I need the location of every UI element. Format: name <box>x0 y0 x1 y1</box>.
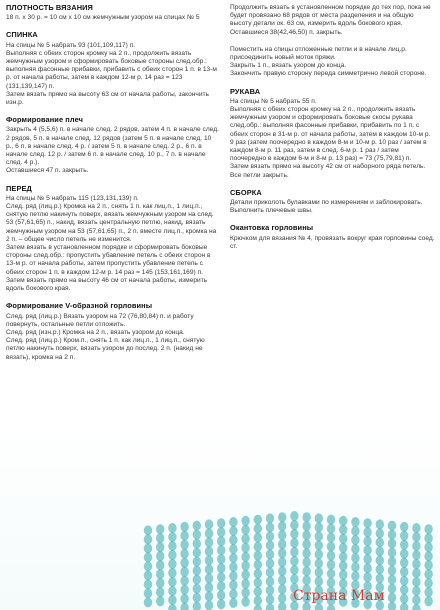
stitch <box>266 576 274 586</box>
stitch <box>217 518 225 528</box>
stitch <box>290 538 298 548</box>
stitch <box>400 594 408 604</box>
stitch <box>315 513 323 523</box>
section <box>230 46 435 79</box>
stitch <box>168 586 176 596</box>
stitch <box>180 549 188 559</box>
stitch <box>400 549 408 559</box>
stitch <box>412 559 420 569</box>
paragraph: Затем вязать прямо на высоту 63 см от начала работы, закончить изн.р. <box>6 90 209 107</box>
stitch <box>180 576 188 586</box>
paragraph: Затем вязать прямо на высоту 42 см от наборного ряда петель. <box>230 163 426 171</box>
left-column <box>6 4 219 371</box>
stitch <box>315 603 323 610</box>
stitch <box>229 553 237 563</box>
stitch <box>168 559 176 569</box>
stitch <box>193 530 201 540</box>
stitch <box>400 522 408 532</box>
section-heading: РУКАВА <box>230 86 261 96</box>
stitch <box>278 548 286 558</box>
stitch <box>156 533 164 543</box>
stitch <box>205 528 213 538</box>
stitch <box>205 519 213 529</box>
stitch <box>363 518 371 528</box>
stitch <box>144 534 152 544</box>
stitch <box>339 570 347 580</box>
stitch <box>412 577 420 587</box>
paragraph: Крючком для вязания № 4, провязать вокруг края горловины соед. ст. <box>230 234 435 250</box>
section <box>230 224 435 251</box>
stitch <box>254 605 262 610</box>
stitch <box>278 566 286 576</box>
paragraph: След. ряд (лиц.р.) Кромка на 2 п., снять 1 п. как лиц.п., 1 лиц.п., снятую петлю накинуть поверх, вязать жемчужным узором на след. 53 (57,61,65) п., накид, вязать центральную петлю, накид, вязать жемчужным узором на 53 (57,61,65) п., 2 п. вместе лиц.п., кромка на 2 п. – общее число петель не изменится. <box>6 203 217 243</box>
paragraph: 18 п. х 30 р. = 10 см х 10 см жемчужным узором на спицах № 5 <box>6 14 200 22</box>
stitch <box>376 528 384 538</box>
paragraph: Выполнить плечевые швы. <box>230 207 313 215</box>
stitch <box>241 552 249 562</box>
stitch <box>156 524 164 534</box>
stitch <box>412 604 420 610</box>
stitch <box>302 521 310 531</box>
stitch <box>156 542 164 552</box>
stitch <box>193 548 201 558</box>
stitch <box>156 596 164 606</box>
stitch <box>400 585 408 595</box>
stitch <box>180 594 188 604</box>
stitch <box>302 539 310 549</box>
section-heading: ПЛОТНОСТЬ ВЯЗАНИЯ <box>6 3 93 12</box>
stitch <box>327 515 335 525</box>
stitch <box>278 584 286 594</box>
stitch <box>266 603 274 610</box>
stitch <box>229 598 237 608</box>
watermark-logo: Страна Мам <box>293 588 385 604</box>
stitch <box>229 571 237 581</box>
stitch <box>376 564 384 574</box>
stitch <box>217 536 225 546</box>
stitch <box>424 533 432 543</box>
stitch <box>315 558 323 568</box>
section <box>6 31 219 107</box>
section <box>230 189 435 216</box>
paragraph: Выполняя с обеих сторон кромку на 2 п., продолжить вязать жемчужным узором и сформировать боковые стороны след.обр.: выполняя фасонные прибавки, прибавить с обеих сторон 1 п. в 13-м р. от начала работы, затем в каждом 12-м р. 14 раз = 123 (131,139,147) п. <box>6 49 217 90</box>
stitch <box>193 593 201 603</box>
section-heading: Формирование V-образной горловины <box>6 301 153 311</box>
stitch <box>339 552 347 562</box>
section-heading: СПИНКА <box>6 30 38 40</box>
stitch <box>388 539 396 549</box>
stitch <box>254 578 262 588</box>
stitch-pattern-image <box>142 498 440 610</box>
stitch <box>388 521 396 531</box>
stitch <box>376 573 384 583</box>
stitch <box>254 551 262 561</box>
stitch <box>376 519 384 529</box>
stitch <box>217 554 225 564</box>
stitch <box>278 575 286 585</box>
stitch <box>193 602 201 610</box>
stitch <box>327 569 335 579</box>
stitch <box>266 522 274 532</box>
stitch <box>290 520 298 530</box>
stitch <box>302 512 310 522</box>
section <box>230 88 435 180</box>
paragraph: След. ряд (лиц.р.) Кром.п., снять 1 п. как лиц.п., 1 лиц.п., снятую петлю накинуть поверх, вязать узором до послед. 2 п. (накид не вязать), кромка на 2 п. <box>6 337 205 361</box>
stitch <box>351 526 359 536</box>
stitch <box>217 599 225 609</box>
stitch <box>400 567 408 577</box>
stitch <box>363 572 371 582</box>
stitch <box>424 542 432 552</box>
stitch <box>217 581 225 591</box>
stitch <box>412 532 420 542</box>
paragraph: След. ряд (изн.р.) Кромка на 2 п., вязать узором до конца. <box>6 328 185 336</box>
stitch <box>327 524 335 534</box>
section <box>230 4 435 37</box>
stitch <box>412 568 420 578</box>
stitch <box>290 511 298 521</box>
stitch <box>388 566 396 576</box>
paragraph: На спицы № 5 набрать 55 п. <box>230 97 317 105</box>
stitch <box>412 595 420 605</box>
stitch <box>254 515 262 525</box>
stitch <box>193 521 201 531</box>
stitch <box>266 549 274 559</box>
stitch <box>376 537 384 547</box>
stitch <box>266 558 274 568</box>
section-heading: СБОРКА <box>230 187 262 197</box>
stitch <box>241 561 249 571</box>
stitch <box>388 557 396 567</box>
stitch <box>278 539 286 549</box>
stitch <box>168 550 176 560</box>
stitch <box>424 569 432 579</box>
stitch <box>180 540 188 550</box>
stitch <box>229 526 237 536</box>
stitch <box>241 597 249 607</box>
stitch <box>156 560 164 570</box>
stitch <box>400 603 408 610</box>
stitch <box>351 535 359 545</box>
stitch <box>144 570 152 580</box>
stitch <box>217 572 225 582</box>
stitch <box>424 524 432 534</box>
stitch <box>327 578 335 588</box>
stitch <box>205 600 213 610</box>
stitch <box>180 558 188 568</box>
stitch <box>290 529 298 539</box>
stitch <box>144 525 152 535</box>
paragraph: Поместить на спицы отложенные петли и в начале лиц.р. присоединить новый моток пряжи. <box>230 45 407 62</box>
section-heading: Окантовка горловины <box>230 223 314 233</box>
stitch <box>168 568 176 578</box>
stitch <box>229 580 237 590</box>
stitch <box>266 531 274 541</box>
stitch <box>424 596 432 606</box>
stitch <box>241 534 249 544</box>
stitch <box>315 567 323 577</box>
stitch <box>144 552 152 562</box>
stitch <box>254 560 262 570</box>
stitch <box>302 566 310 576</box>
stitch <box>363 563 371 573</box>
stitch <box>144 579 152 589</box>
paragraph: Оставшиеся 38(42,46,50) п. закрыть. <box>230 28 343 36</box>
stitch <box>156 578 164 588</box>
paragraph: Закрыть 1 п., вязать узором до конца. <box>230 62 347 70</box>
stitch <box>351 544 359 554</box>
stitch <box>193 584 201 594</box>
stitch <box>424 560 432 570</box>
stitch <box>266 567 274 577</box>
stitch <box>327 533 335 543</box>
stitch <box>241 525 249 535</box>
stitch <box>180 603 188 610</box>
stitch <box>254 587 262 597</box>
stitch <box>351 571 359 581</box>
stitch <box>400 531 408 541</box>
stitch <box>351 562 359 572</box>
stitch <box>168 541 176 551</box>
stitch <box>144 588 152 598</box>
section <box>6 302 219 361</box>
stitch <box>180 531 188 541</box>
stitch <box>400 540 408 550</box>
stitch <box>363 536 371 546</box>
stitch <box>424 578 432 588</box>
stitch <box>290 547 298 557</box>
stitch <box>156 569 164 579</box>
stitch <box>363 527 371 537</box>
stitch <box>278 521 286 531</box>
stitch <box>168 604 176 610</box>
stitch <box>205 573 213 583</box>
stitch <box>388 548 396 558</box>
paragraph: Продолжить вязать в установленном порядке до тех пор, пока не будет провязано 68 рядов от места разделения и на общую высоту детали ок. 63 см, измерить вдоль бокового края. <box>230 4 431 28</box>
stitch <box>241 516 249 526</box>
stitch <box>302 557 310 567</box>
stitch <box>290 574 298 584</box>
stitch <box>205 546 213 556</box>
stitch <box>168 595 176 605</box>
stitch <box>315 576 323 586</box>
stitch <box>217 590 225 600</box>
stitch <box>351 517 359 527</box>
paragraph: Оставшиеся 47 п. закрыть. <box>6 167 89 175</box>
stitch <box>168 577 176 587</box>
stitch <box>193 539 201 549</box>
stitch <box>241 579 249 589</box>
stitch <box>278 530 286 540</box>
stitch <box>412 550 420 560</box>
stitch <box>241 543 249 553</box>
stitch <box>412 541 420 551</box>
stitch <box>388 602 396 610</box>
stitch <box>254 542 262 552</box>
stitch <box>315 549 323 559</box>
stitch <box>193 557 201 567</box>
stitch <box>144 561 152 571</box>
stitch <box>205 582 213 592</box>
stitch <box>339 516 347 526</box>
stitch <box>205 537 213 547</box>
stitch <box>339 561 347 571</box>
stitch <box>278 512 286 522</box>
stitch <box>302 548 310 558</box>
stitch <box>412 586 420 596</box>
stitch <box>266 594 274 604</box>
stitch <box>388 593 396 603</box>
stitch <box>266 585 274 595</box>
stitch <box>424 551 432 561</box>
stitch <box>180 522 188 532</box>
stitch <box>217 527 225 537</box>
stitch <box>229 517 237 527</box>
stitch <box>412 523 420 533</box>
stitch <box>339 534 347 544</box>
paragraph: Закрыть 4 (5,5,6) п. в начале след. 2 рядов, затем 4 п. в начале след. 2 рядов, 5 п. в начале след. 12 рядов (затем 5 п. в начале след. 10 р., 6 п. в начале след. 4 р. / затем 5 п. в начале след. 2 р., 6 п. в начале след. 12 р. / затем 6 п. в начале след. 10 р., 7 п. в начале след. 4 р.). <box>6 126 219 167</box>
stitch <box>278 593 286 603</box>
stitch <box>156 587 164 597</box>
stitch <box>205 564 213 574</box>
stitch <box>327 560 335 570</box>
section-heading: ПЕРЕД <box>6 183 32 193</box>
stitch <box>266 513 274 523</box>
stitch <box>388 575 396 585</box>
paragraph: На спицы № 5 набрать 115 (123,131,139) п. <box>6 194 139 202</box>
stitch <box>193 575 201 585</box>
stitch <box>266 540 274 550</box>
right-column <box>230 4 435 260</box>
stitch <box>327 551 335 561</box>
stitch <box>363 554 371 564</box>
stitch <box>290 556 298 566</box>
stitch <box>327 605 335 610</box>
stitch <box>217 545 225 555</box>
stitch <box>388 584 396 594</box>
paragraph: Затем вязать в установленном порядке и сформировать боковые стороны след.обр.: пропустить убавление петель с обеих сторон в 13-м р. от начала работы, затем пропустить убавление петель с обеих сторон 1 п. в каждом 12-м р. 14 раз = 145 (153,161,169) п. Затем вязать прямо на высоту 46 см от начала работы, измерить вдоль бокового края. <box>6 244 211 293</box>
stitch <box>327 542 335 552</box>
stitch <box>376 555 384 565</box>
stitch <box>241 588 249 598</box>
stitch <box>278 557 286 567</box>
stitch <box>400 576 408 586</box>
stitch <box>254 596 262 606</box>
stitch <box>144 597 152 607</box>
stitch <box>254 533 262 543</box>
paragraph: Закончить правую сторону переда симметрично левой стороне. <box>230 70 427 78</box>
paragraph: На спицы № 5 набрать 93 (101,109,117) п. <box>6 41 136 49</box>
paragraph: Все петли закрыть. <box>230 171 289 179</box>
stitch <box>254 569 262 579</box>
stitch <box>278 602 286 610</box>
stitch <box>315 522 323 532</box>
stitch <box>315 531 323 541</box>
stitch <box>180 567 188 577</box>
stitch <box>424 587 432 597</box>
section <box>6 116 219 175</box>
stitch <box>241 570 249 580</box>
paragraph: Выполняя с обеих сторон кромку на 2 п., продолжить вязать жемчужным узором и сформировать боковые скосы рукава след.обр.: выполняя фасонные прибавки, прибавить по 1 п. с обеих сторон в 31-м р. от начала работы, затем в каждом 10-м р. 9 раз (затем поочередно в каждом 8-м и 10-м р. 10 раз / затем в каждом 8-м р. 11 раз, затем в след. 6-м р. 1 раз / затем поочередно в каждом 6-м и 8-м р. 13 раз) = 73 (75,79,81) п. <box>230 106 431 163</box>
stitch <box>229 562 237 572</box>
stitch <box>302 530 310 540</box>
stitch <box>193 566 201 576</box>
stitch <box>315 540 323 550</box>
stitch <box>229 589 237 599</box>
stitch <box>168 532 176 542</box>
section-heading: Формирование плеч <box>6 115 83 125</box>
stitch <box>144 543 152 553</box>
stitch <box>376 546 384 556</box>
stitch <box>217 563 225 573</box>
stitch <box>388 530 396 540</box>
stitch <box>168 523 176 533</box>
stitch <box>400 558 408 568</box>
stitch <box>229 544 237 554</box>
stitch <box>205 555 213 565</box>
stitch <box>351 553 359 563</box>
stitch <box>229 535 237 545</box>
stitch <box>254 524 262 534</box>
paragraph: Детали приколоть булавками по измерениям и заблокировать. <box>230 199 423 207</box>
section <box>6 4 219 22</box>
stitch <box>180 585 188 595</box>
stitch <box>290 565 298 575</box>
stitch <box>156 551 164 561</box>
stitch <box>205 591 213 601</box>
stitch <box>339 525 347 535</box>
stitch <box>302 575 310 585</box>
section <box>6 185 219 294</box>
stitch <box>339 543 347 553</box>
paragraph: След. ряд (лиц.р.) Вязать узором на 72 (76,80,84) п. и работу повернуть, остальные петли отложить. <box>6 312 194 328</box>
stitch <box>363 545 371 555</box>
